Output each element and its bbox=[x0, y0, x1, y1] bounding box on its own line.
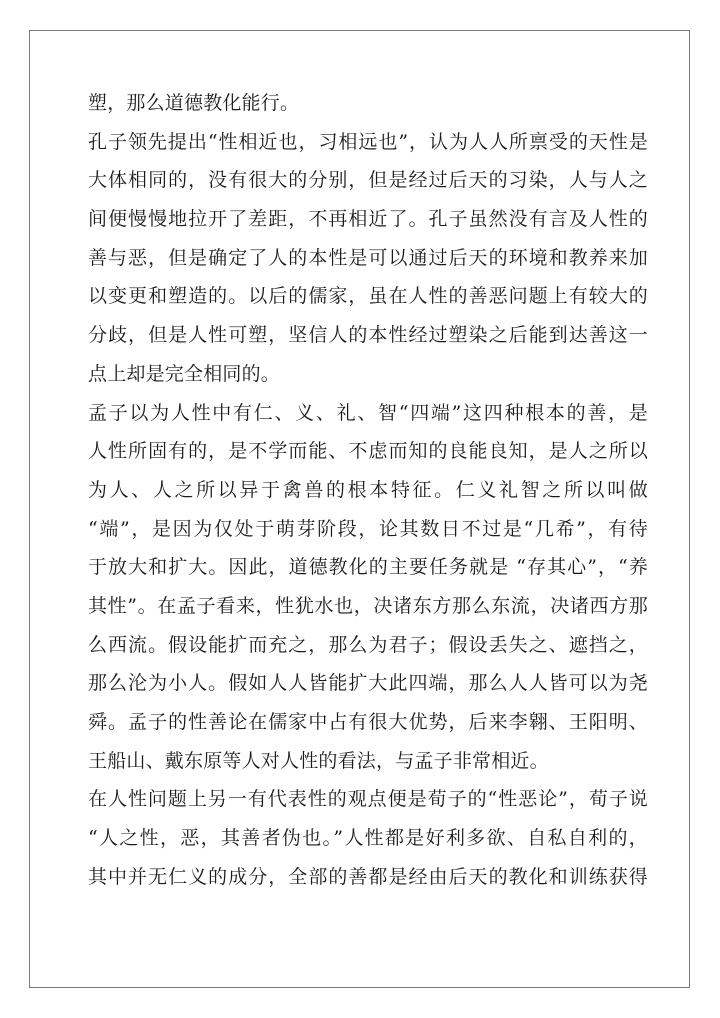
text-line-7: 分歧，但是人性可塑，坚信人的本性经过塑染之后能到达善这一 bbox=[88, 324, 648, 347]
text-line-3: 大体相同的，没有很大的分别，但是经过后天的习染，人与人之 bbox=[88, 169, 648, 192]
text-line-8: 点上却是完全相同的。 bbox=[88, 362, 281, 385]
text-line-2: 孔子领先提出“性相近也，习相远也”，认为人人所禀受的天性是 bbox=[88, 130, 648, 153]
text-line-5: 善与恶，但是确定了人的本性是可以通过后天的环境和教养来加 bbox=[88, 246, 648, 269]
text-line-16: 那么沦为小人。假如人人皆能扩大此四端，那么人人皆可以为尧 bbox=[88, 672, 648, 695]
text-line-20: “人之性，恶，其善者伪也。”人性都是好利多欲、自私自利的， bbox=[88, 827, 648, 850]
text-line-19: 在人性问题上另一有代表性的观点便是荀子的“性恶论”，荀子说 bbox=[88, 788, 648, 811]
text-line-12: “端”，是因为仅处于萌芽阶段，论其数日不过是“几希”，有待 bbox=[88, 517, 648, 540]
text-line-21: 其中并无仁义的成分，全部的善都是经由后天的教化和训练获得 bbox=[88, 865, 648, 888]
text-line-6: 以变更和塑造的。以后的儒家，虽在人性的善恶问题上有较大的 bbox=[88, 285, 648, 308]
text-line-15: 么西流。假设能扩而充之，那么为君子；假设丢失之、遮挡之， bbox=[88, 633, 648, 656]
text-line-10: 人性所固有的，是不学而能、不虑而知的良能良知，是人之所以 bbox=[88, 440, 648, 463]
text-line-1: 塑，那么道德教化能行。 bbox=[88, 92, 300, 114]
text-line-9: 孟子以为人性中有仁、义、礼、智“四端”这四种根本的善，是 bbox=[88, 401, 648, 424]
text-line-18: 王船山、戴东原等人对人性的看法，与孟子非常相近。 bbox=[88, 749, 549, 772]
body-text bbox=[88, 84, 648, 896]
text-line-14: 其性”。在孟子看来，性犹水也，决诸东方那么东流，决诸西方那 bbox=[88, 594, 648, 617]
text-line-11: 为人、人之所以异于禽兽的根本特征。仁义礼智之所以叫做 bbox=[88, 478, 648, 501]
text-line-17: 舜。孟子的性善论在儒家中占有很大优势，后来李翱、王阳明、 bbox=[88, 711, 648, 733]
text-line-4: 间便慢慢地拉开了差距，不再相近了。孔子虽然没有言及人性的 bbox=[88, 208, 648, 231]
text-line-13: 于放大和扩大。因此，道德教化的主要任务就是 “存其心”，“养 bbox=[88, 556, 648, 579]
